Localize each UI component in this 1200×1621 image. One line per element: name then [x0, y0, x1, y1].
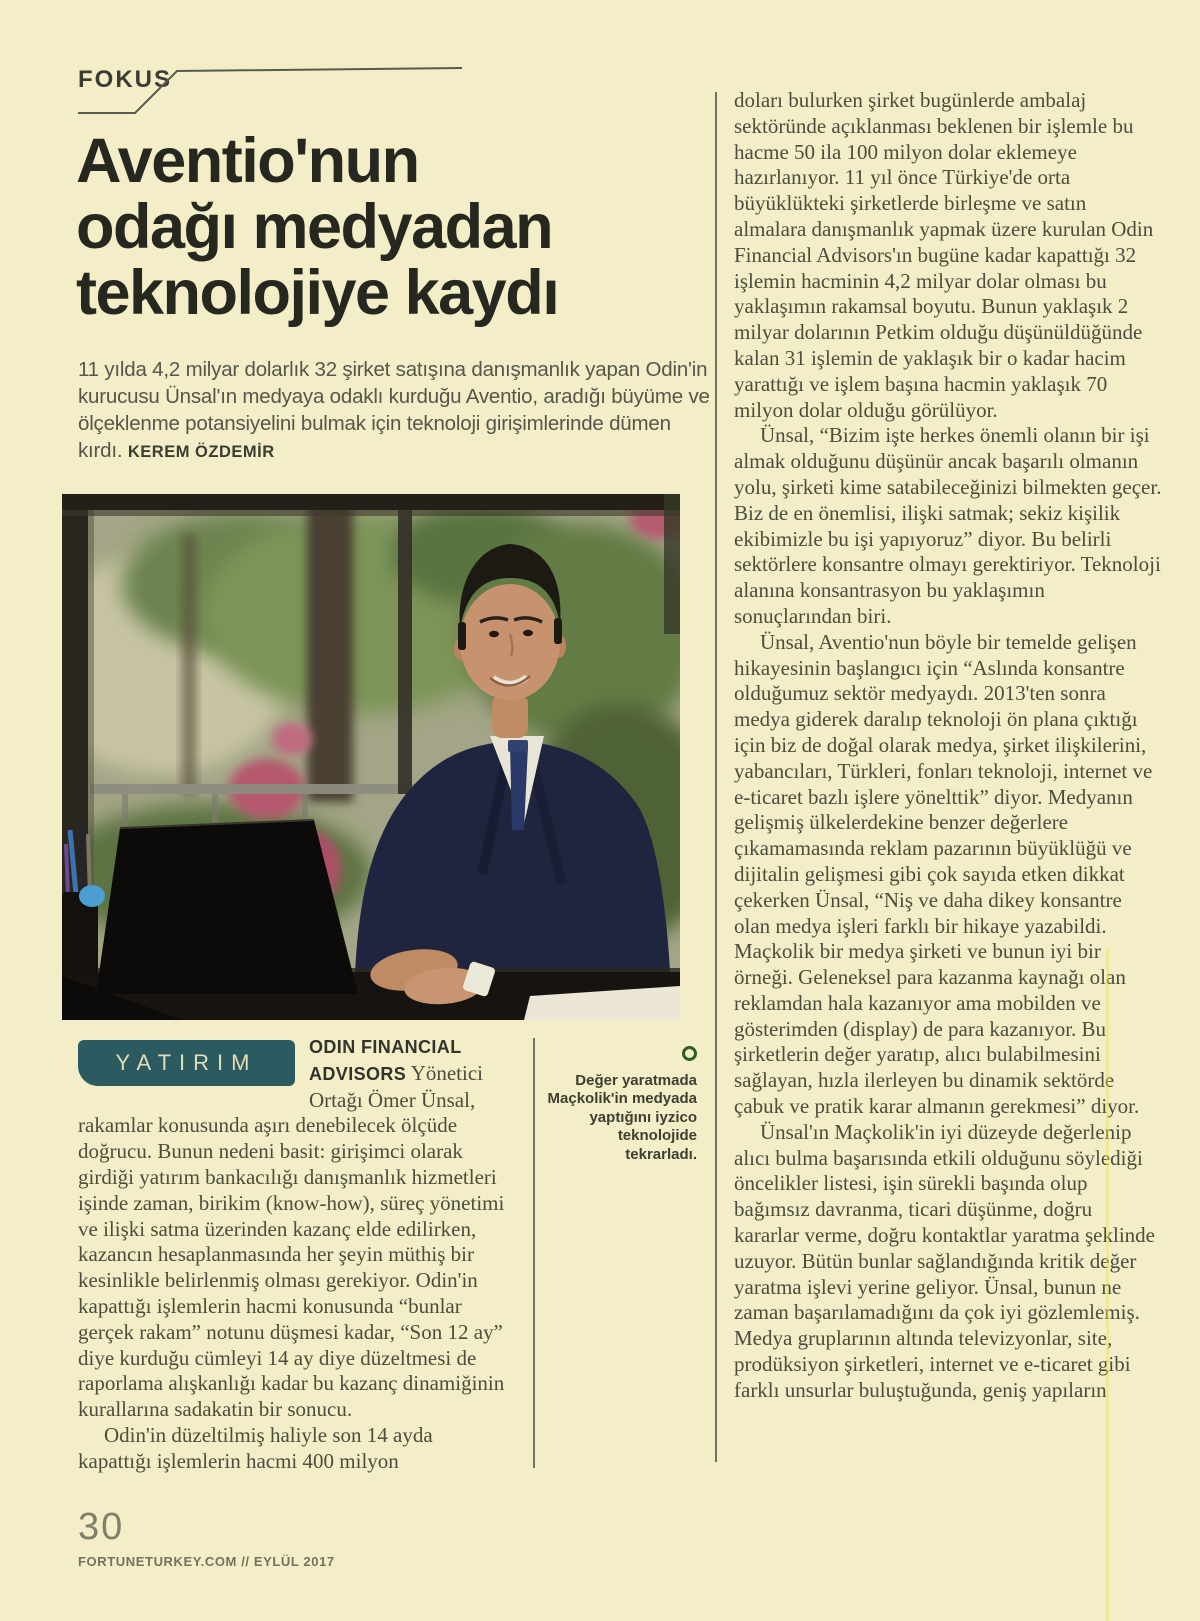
article-headline [76, 128, 736, 326]
article-byline: KEREM ÖZDEMİR [127, 443, 275, 461]
lead-in-company: ODIN FINANCIAL ADVISORS [309, 1037, 462, 1084]
footer-site-date: FORTUNETURKEY.COM // EYLÜL 2017 [78, 1554, 335, 1569]
caption-text: Değer yaratmada Maçkolik'in medyada yaptığını iyzico teknolojide tekrarladı. [547, 1071, 697, 1163]
right-paragraph-4: Ünsal'ın Maçkolik'in iyi düzeyde değerlenip alıcı bulma başarısında etkili olduğunu söylediği öncelikler listesi, işin sürekli başında olup bağımsız davranma, ticari düşünme, doğru kararlar verme, doğru kontaktlar yaratma şeklinde uzuyor. Bütün bunlar sağlandığında kritik değer yaratma işlevi yerine geliyor. Ünsal, bunun ne zaman başarılamadığını da çok iyi gözlemlemiş. Medya gruplarının altında televizyonlar, site, prodüksiyon şirketleri, internet ve e-ticaret gibi farklı unsurlar buluştuğunda, geniş yapıların [734, 1119, 1155, 1402]
right-paragraph-1: doları bulurken şirket bugünlerde ambalaj sektöründe açıklanması beklenen bir işlemle bu hacme 50 ila 100 milyon dolar eklemeye hazırlanıyor. 11 yıl önce Türkiye'de orta büyüklükteki şirketlerde birleşme ve satın almalara danışmanlık yapmak üzere kurulan Odin Financial Advisors'ın bugüne kadar kapattığı 32 işlemin hacminin 4,2 milyar dolar olması bu yaklaşımın rakamsal boyutu. Bunun yaklaşık 2 milyar dolarının Petkim olduğu düşünüldüğünde kalan 31 işlemin de yaklaşık bir o kadar hacim yarattığı ve işlem başına hacmin yaklaşık 70 milyon dolar olduğu görülüyor. [734, 88, 1154, 422]
right-paragraph-3: Ünsal, Aventio'nun böyle bir temelde gelişen hikayesinin başlangıcı için “Aslında konsantre olduğumuz sektör medyaydı. 2013'ten sonra medya giderek daralıp teknoloji ön plana çıktığı için biz de doğal olarak medya, şirket ilişkilerini, yabancıları, Türkleri, fonları teknoloji, internet ve e-ticaret bazlı işlere yönelttik” diyor. Medyanın gelişmiş ülkelerdekine benzer değerlere çıkamamasında reklam pazarının büyüklüğü ve dijitalin gelişmesi gibi çok sayıda etken dikkat çekerken Ünsal, “Niş ve daha dikey konsantre olan medya işleri farklı bir hikaye yazabildi. Maçkolik bir medya şirketi ve bunun iyi bir örneği. Geleneksel para kazanma kaynağı olan reklamdan hala kazanıyor ama mobilden ve gösterimden (display) de para kazanıyor. Bu şirketlerin değer yaratıp, alıcı bulabilmesini sağlayan, hızla ilerleyen bu dinamik sektörde çabuk ve pratik karar almanın gerekmesi” diyor. [734, 629, 1153, 1119]
section-kicker: FOKUS [78, 66, 172, 93]
article-standfirst [78, 356, 714, 466]
caption-ring-icon [682, 1046, 697, 1061]
column-divider-right [715, 92, 717, 1462]
headline-line-1: Aventio'nun [76, 126, 419, 196]
standfirst-text: 11 yılda 4,2 milyar dolarlık 32 şirket satışına danışmanlık yapan Odin'in kurucusu Ünsal'ın medyaya odaklı kurduğu Aventio, aradığı büyüme ve ölçeklenme potansiyelini bulmak için teknoloji girişimlerinde dümen kırdı. [78, 358, 710, 462]
page-number: 30 [78, 1506, 125, 1548]
column-divider-caption [533, 1038, 535, 1468]
headline-line-2: odağı medyadan [76, 192, 553, 262]
category-badge: YATIRIM [78, 1040, 295, 1086]
left-paragraph-1-text: Yönetici Ortağı Ömer Ünsal, rakamlar konusunda aşırı denebilecek ölçüde doğrucu. Bunun nedeni basit: girişimci olarak girdiği yatırım bankacılığı danışmanlık hizmetleri işinde zaman, birikim (know-how), süreç yönetimi ve ilişki satma üzerinden kazanç elde edilirken, kazancın hesaplanmasında her şeyin müthiş bir kesinlikle belirlenmiş olması gerekiyor. Odin'in kapattığı işlemlerin hacmi konusunda “bunlar gerçek rakam” notunu düşmesi kadar, “Son 12 ay” diye kurduğu cümleyi 14 ay diye düzeltmesi de raporlama alışkanlığı kadar bu kazanç dinamiğinin kurallarına sadakatin bir sonucu. [78, 1060, 505, 1422]
right-paragraph-2: Ünsal, “Bizim işte herkes önemli olanın bir işi almak olduğunu düşünür ancak başarılı olmanın yolu, şirketi kime satabileceğinizi bilmekten geçer. Biz de en önemlisi, ilişki satmak; sekiz kişilik ekibimizle bu işi yapıyoruz” diyor. Bu belirli sektörlere konsantre olmayı gerektiriyor. Teknoloji alanına konsantrasyon bu yaklaşımın sonuçlarından biri. [734, 423, 1162, 628]
photo-caption [545, 1046, 697, 1164]
scan-artifact-line [1106, 948, 1109, 1621]
left-column [78, 1034, 510, 1475]
article-photo [62, 494, 680, 1020]
kicker-rule-line [76, 62, 496, 122]
left-paragraph-2: Odin'in düzeltilmiş haliyle son 14 ayda kapattığı işlemlerin hacmi 400 milyon [78, 1422, 433, 1473]
left-paragraph-1 [78, 1034, 510, 1423]
right-column [734, 88, 1162, 1404]
headline-line-3: teknolojiye kaydı [76, 258, 559, 328]
